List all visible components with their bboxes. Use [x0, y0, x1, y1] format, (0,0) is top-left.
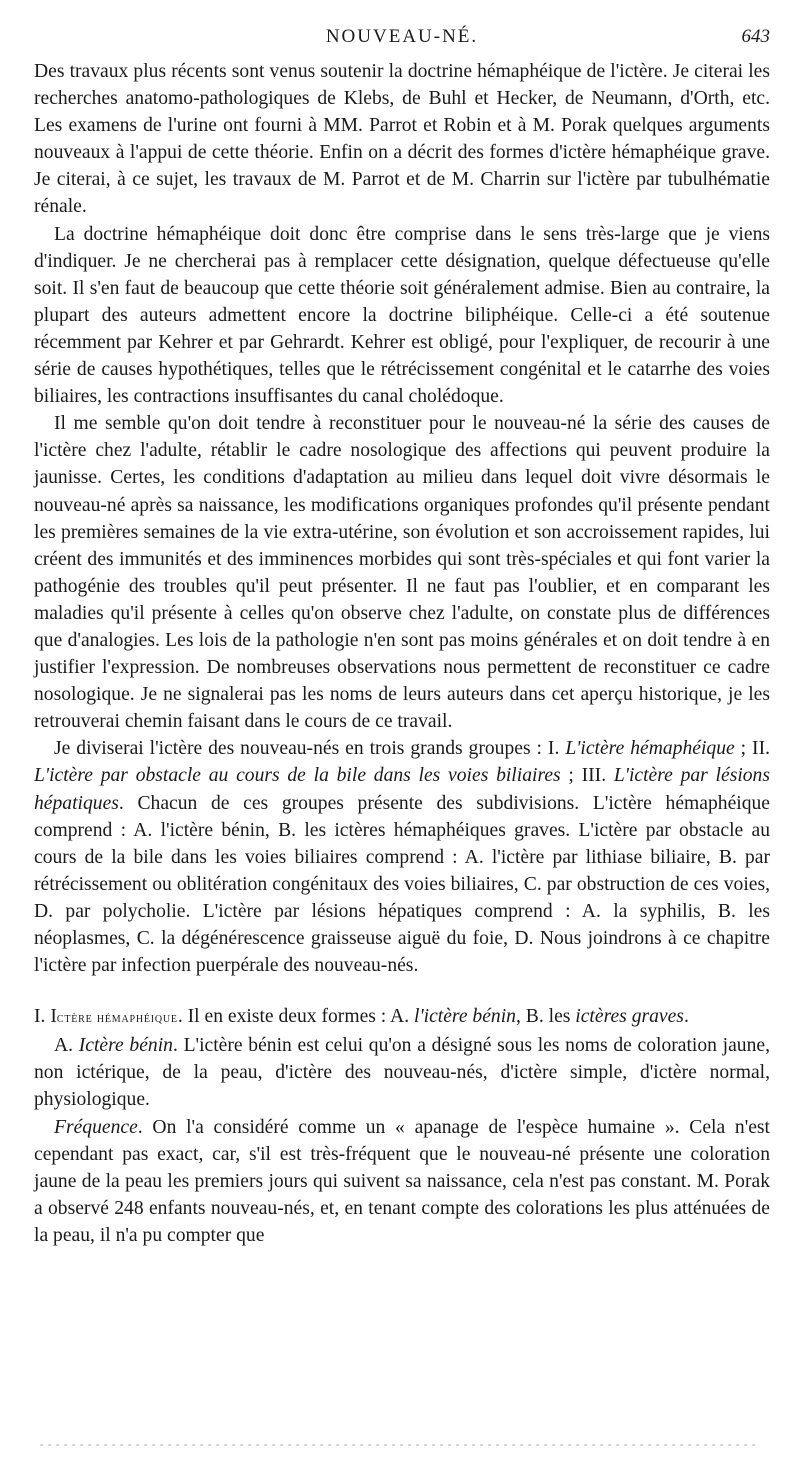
page-number: 643 — [741, 26, 770, 47]
running-title: NOUVEAU-NÉ. — [325, 26, 479, 47]
italic-run: L'ictère par lésions hépatiques — [34, 765, 770, 814]
paragraph-benign-icterus — [34, 1032, 770, 1113]
subsection-title: Fréquence — [54, 1116, 138, 1138]
paragraph-hemapheic-doctrine: La doctrine hémaphéique doit donc être comprise dans le sens très-large que je viens d'indiquer. Je ne chercherai pas à remplacer cette désignation, quelque défectueuse qu'elle soit. Il s'en faut de beaucoup que cette théorie soit généralement admise. Bien au contraire, la plupart des auteurs admettent encore la doctrine biliphéique. Celle-ci a été soutenue récemment par Kehrer et par Gehrardt. Kehrer est obligé, pour l'expliquer, de recourir à une série de causes hypothétiques, telles que le rétrécissement congénital et le catarrhe des voies biliaires, les contractions insuffisantes du canal cholédoque. — [34, 223, 770, 408]
section-numeral: I. — [34, 1006, 51, 1028]
paragraph-recent-works: Des travaux plus récents sont venus soutenir la doctrine hémaphéique de l'ictère. Je citerai les recherches anatomo-pathologiques de Klebs, de Buhl et Hecker, de Neumann, d'Orth, etc. Les examens de l'urine ont fourni à MM. Parrot et Robin et à M. Porak quelques arguments nouveaux à l'appui de cette théorie. Enfin on a décrit des formes d'ictère hémaphéique grave. Je citerai, à ce sujet, les travaux de M. Parrot et de M. Charrin sur l'ictère par tubulhématie rénale. — [34, 61, 770, 218]
text-run: . L'ictère bénin est celui qu'on a désigné sous les noms de coloration jaune, non ictérique, de la peau, d'ictère des nouveau-nés, d'ictère simple, d'ictère normal, physiologique. — [34, 1035, 770, 1111]
page — [34, 0, 770, 1249]
italic-run: ictères graves — [575, 1006, 684, 1028]
italic-run: L'ictère par obstacle au cours de la bile dans les voies biliaires — [34, 765, 561, 787]
text-run: Je diviserai l'ictère des nouveau-nés en trois grands groupes : I. — [54, 738, 566, 760]
paragraph-three-groups — [34, 735, 770, 979]
italic-run: l'ictère bénin — [414, 1006, 516, 1028]
subsection-label: A. — [54, 1035, 79, 1057]
paragraph-frequency — [34, 1114, 770, 1249]
section-heading-paragraph — [34, 1003, 770, 1032]
running-head — [34, 0, 770, 58]
text-run: . — [683, 1006, 689, 1028]
body-text — [34, 58, 770, 1249]
italic-run: L'ictère hémaphéique — [565, 738, 735, 760]
text-run: . Chacun de ces groupes présente des subdivisions. L'ictère hémaphéique comprend : A. l'ictère bénin, B. les ictères hémaphéiques graves. L'ictère par obstacle au cours de la bile dans les voies biliaires comprend : A. l'ictère par lithiase biliaire, B. par rétrécissement ou oblitération congénitaux des voies biliaires, C. par obstruction de ces voies, D. par polycholie. L'ictère par lésions hépatiques comprend : A. la syphilis, B. les néoplasmes, C. la dégénérescence graisseuse aiguë du foie, D. Nous joindrons à ce chapitre l'ictère par infection puerpérale des nouveau-nés. — [34, 792, 770, 977]
section-heading-initial: I — [50, 1006, 57, 1028]
text-run: . On l'a considéré comme un « apanage de l'espèce humaine ». Cela n'est cependant pas exact, car, s'il est très-fréquent que le nouveau-né présente une coloration jaune de la peau les premiers jours qui suivent sa naissance, cela n'est pas constant. M. Porak a observé 248 enfants nouveau-nés, et, en tenant compte des colorations les plus atténuées de la peau, il n'a pu compter que — [34, 1116, 770, 1246]
subsection-title: Ictère bénin — [78, 1035, 173, 1057]
text-run: ; III. — [560, 765, 614, 787]
paragraph-nosology: Il me semble qu'on doit tendre à reconstituer pour le nouveau-né la série des causes de l'ictère chez l'adulte, rétablir le cadre nosologique des affections qui peuvent produire la jaunisse. Certes, les conditions d'adaptation au milieu dans lequel doit vivre désormais le nouveau-né après sa naissance, les modifications organiques profondes qu'il présente pendant les premières semaines de la vie extra-utérine, son évolution et son accroissement rapides, lui créent des immunités et des imminences morbides qui sont très-spéciales et qui font varier la pathogénie des troubles qu'il peut présenter. Il ne faut pas l'oublier, et en comparant les maladies qu'il présente à celles qu'on observe chez l'adulte, on constate plus de différences que d'analogies. Les lois de la pathologie n'en sont pas moins générales et on doit tendre à en justifier l'expression. De nombreuses observations nous permettent de reconstituer ce cadre nosologique. Je ne signalerai pas les noms de leurs auteurs dans cet aperçu historique, je les retrouverai chemin faisant dans le cours de ce travail. — [34, 413, 770, 733]
text-run: . Il en existe deux formes : A. — [177, 1006, 415, 1028]
scan-noise-line — [40, 1444, 760, 1446]
text-run: ; II. — [734, 738, 770, 760]
section-heading: ctère hémaphéique — [56, 1011, 178, 1027]
text-run: , B. les — [515, 1006, 576, 1028]
